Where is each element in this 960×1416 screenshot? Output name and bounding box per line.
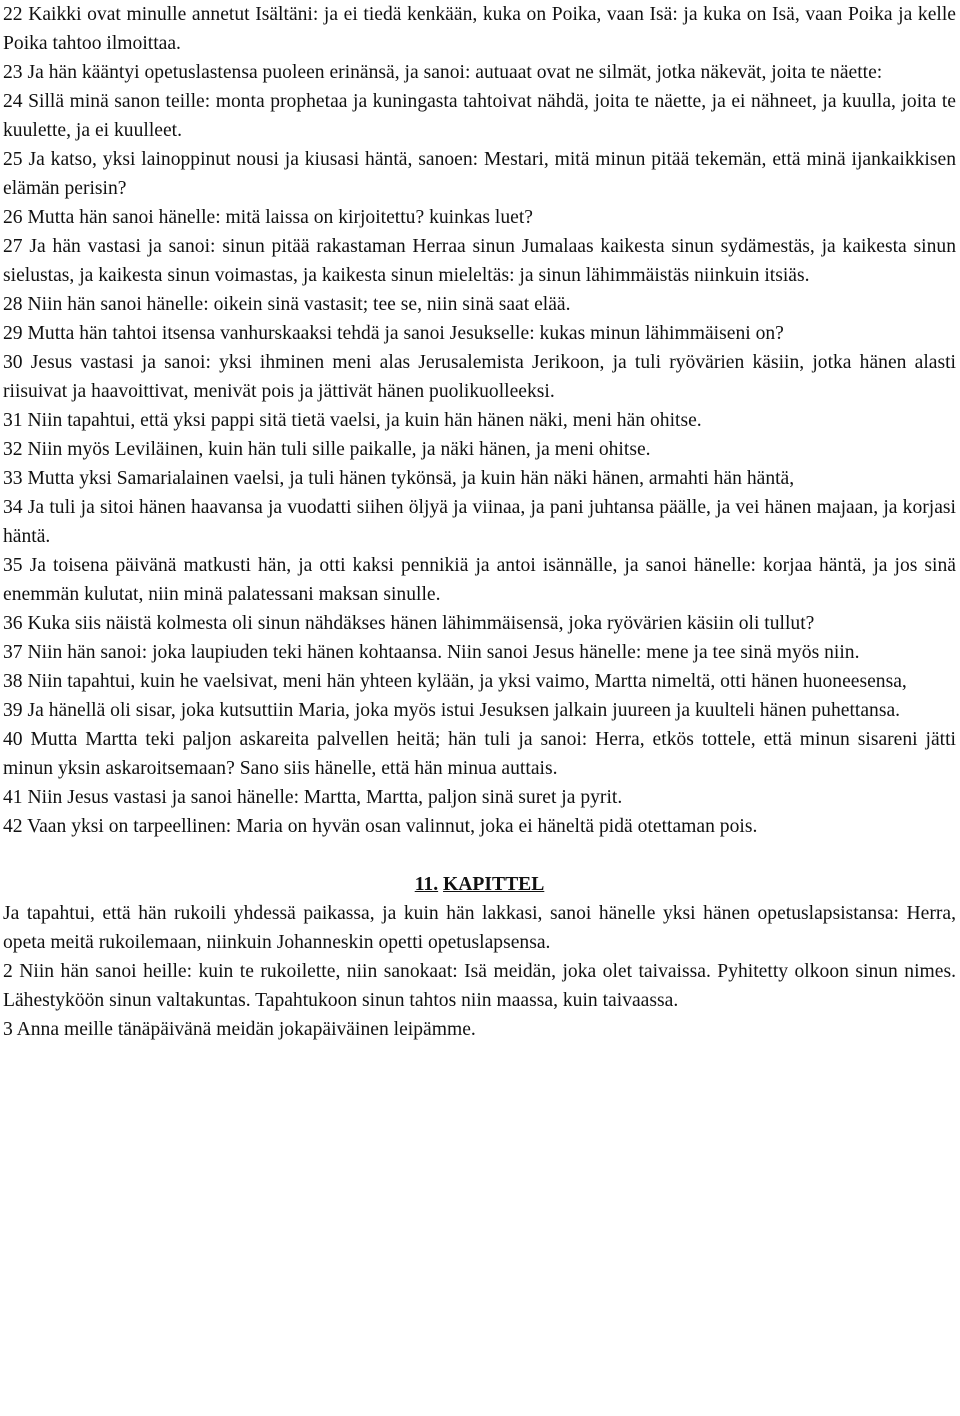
verse-40: 40 Mutta Martta teki paljon askareita palvellen heitä; hän tuli ja sanoi: Herra, etkös tottele, että minun sisareni jätti minun yksin askaroitsemaan? Sano siis hänelle, että hän minua auttais. xyxy=(3,729,956,779)
chapter-word: KAPITTEL xyxy=(443,874,545,895)
chapter-11-verse-3: 3 Anna meille tänäpäivänä meidän jokapäiväinen leipämme. xyxy=(3,1019,476,1040)
verse-31: 31 Niin tapahtui, että yksi pappi sitä tietä vaelsi, ja kuin hän hänen näki, meni hän ohitse. xyxy=(3,410,702,431)
chapter-number: 11. xyxy=(414,874,439,895)
verse-37: 37 Niin hän sanoi: joka laupiuden teki hänen kohtaansa. Niin sanoi Jesus hänelle: mene ja tee sinä myös niin. xyxy=(3,642,860,663)
chapter-heading xyxy=(3,870,956,899)
verse-27: 27 Ja hän vastasi ja sanoi: sinun pitää rakastaman Herraa sinun Jumalaas kaikesta sinun sydämestäs, ja kaikesta sinun sielustas, ja kaikesta sinun voimastas, ja kaikesta sinun mieleltäs: ja sinun lähimmäistäs niinkuin itsiäs. xyxy=(3,236,956,286)
verse-38: 38 Niin tapahtui, kuin he vaelsivat, meni hän yhteen kylään, ja yksi vaimo, Martta nimeltä, otti hänen huoneesensa, xyxy=(3,671,907,692)
verse-35: 35 Ja toisena päivänä matkusti hän, ja otti kaksi pennikiä ja antoi isännälle, ja sanoi hänelle: korjaa häntä, ja jos sinä enemmän kulutat, niin minä palatessani maksan sinulle. xyxy=(3,555,956,605)
verse-30: 30 Jesus vastasi ja sanoi: yksi ihminen meni alas Jerusalemista Jerikoon, ja tuli ryövärien käsiin, jotka hänen alasti riisuivat ja haavoittivat, menivät pois ja jättivät hänen puolikuolleeksi. xyxy=(3,352,956,402)
verse-41: 41 Niin Jesus vastasi ja sanoi hänelle: Martta, Martta, paljon sinä suret ja pyrit. xyxy=(3,787,623,808)
verse-26: 26 Mutta hän sanoi hänelle: mitä laissa on kirjoitettu? kuinkas luet? xyxy=(3,207,533,228)
chapter-11-verse-1: Ja tapahtui, että hän rukoili yhdessä paikassa, ja kuin hän lakkasi, sanoi hänelle yksi hänen opetuslapsistansa: Herra, opeta meitä rukoilemaan, niinkuin Johanneskin opetti opetuslapsensa. xyxy=(3,903,956,953)
verse-42: 42 Vaan yksi on tarpeellinen: Maria on hyvän osan valinnut, joka ei häneltä pidä otettaman pois. xyxy=(3,816,758,837)
document-page xyxy=(3,0,956,1044)
verse-32: 32 Niin myös Leviläinen, kuin hän tuli sille paikalle, ja näki hänen, ja meni ohitse. xyxy=(3,439,651,460)
verse-28: 28 Niin hän sanoi hänelle: oikein sinä vastasit; tee se, niin sinä saat elää. xyxy=(3,294,571,315)
chapter-11-verse-2: 2 Niin hän sanoi heille: kuin te rukoilette, niin sanokaat: Isä meidän, joka olet taivaissa. Pyhitetty olkoon sinun nimes. Lähestyköön sinun valtakuntas. Tapahtukoon sinun tahtos niin maassa, kuin taivaassa. xyxy=(3,961,956,1011)
verse-39: 39 Ja hänellä oli sisar, joka kutsuttiin Maria, joka myös istui Jesuksen jalkain juureen ja kuulteli hänen puhettansa. xyxy=(3,700,901,721)
verse-33: 33 Mutta yksi Samarialainen vaelsi, ja tuli hänen tykönsä, ja kuin hän näki hänen, armahti hän häntä, xyxy=(3,468,795,489)
verse-34: 34 Ja tuli ja sitoi hänen haavansa ja vuodatti siihen öljyä ja viinaa, ja pani juhtansa päälle, ja vei hänen majaan, ja korjasi häntä. xyxy=(3,497,956,547)
verse-29: 29 Mutta hän tahtoi itsensa vanhurskaaksi tehdä ja sanoi Jesukselle: kukas minun lähimmäiseni on? xyxy=(3,323,784,344)
verse-23: 23 Ja hän kääntyi opetuslastensa puoleen erinänsä, ja sanoi: autuaat ovat ne silmät, jotka näkevät, joita te näette: xyxy=(3,62,883,83)
verse-24: 24 Sillä minä sanon teille: monta prophetaa ja kuningasta tahtoivat nähdä, joita te näette, ja ei nähneet, ja kuulla, joita te kuulette, ja ei kuulleet. xyxy=(3,91,956,141)
verse-25: 25 Ja katso, yksi lainoppinut nousi ja kiusasi häntä, sanoen: Mestari, mitä minun pitää tekemän, että minä ijankaikkisen elämän perisin? xyxy=(3,149,956,199)
verse-36: 36 Kuka siis näistä kolmesta oli sinun nähdäkses hänen lähimmäisensä, joka ryövärien käsiin oli tullut? xyxy=(3,613,815,634)
verse-22: 22 Kaikki ovat minulle annetut Isältäni: ja ei tiedä kenkään, kuka on Poika, vaan Isä: ja kuka on Isä, vaan Poika ja kelle Poika tahtoo ilmoittaa. xyxy=(3,4,956,54)
